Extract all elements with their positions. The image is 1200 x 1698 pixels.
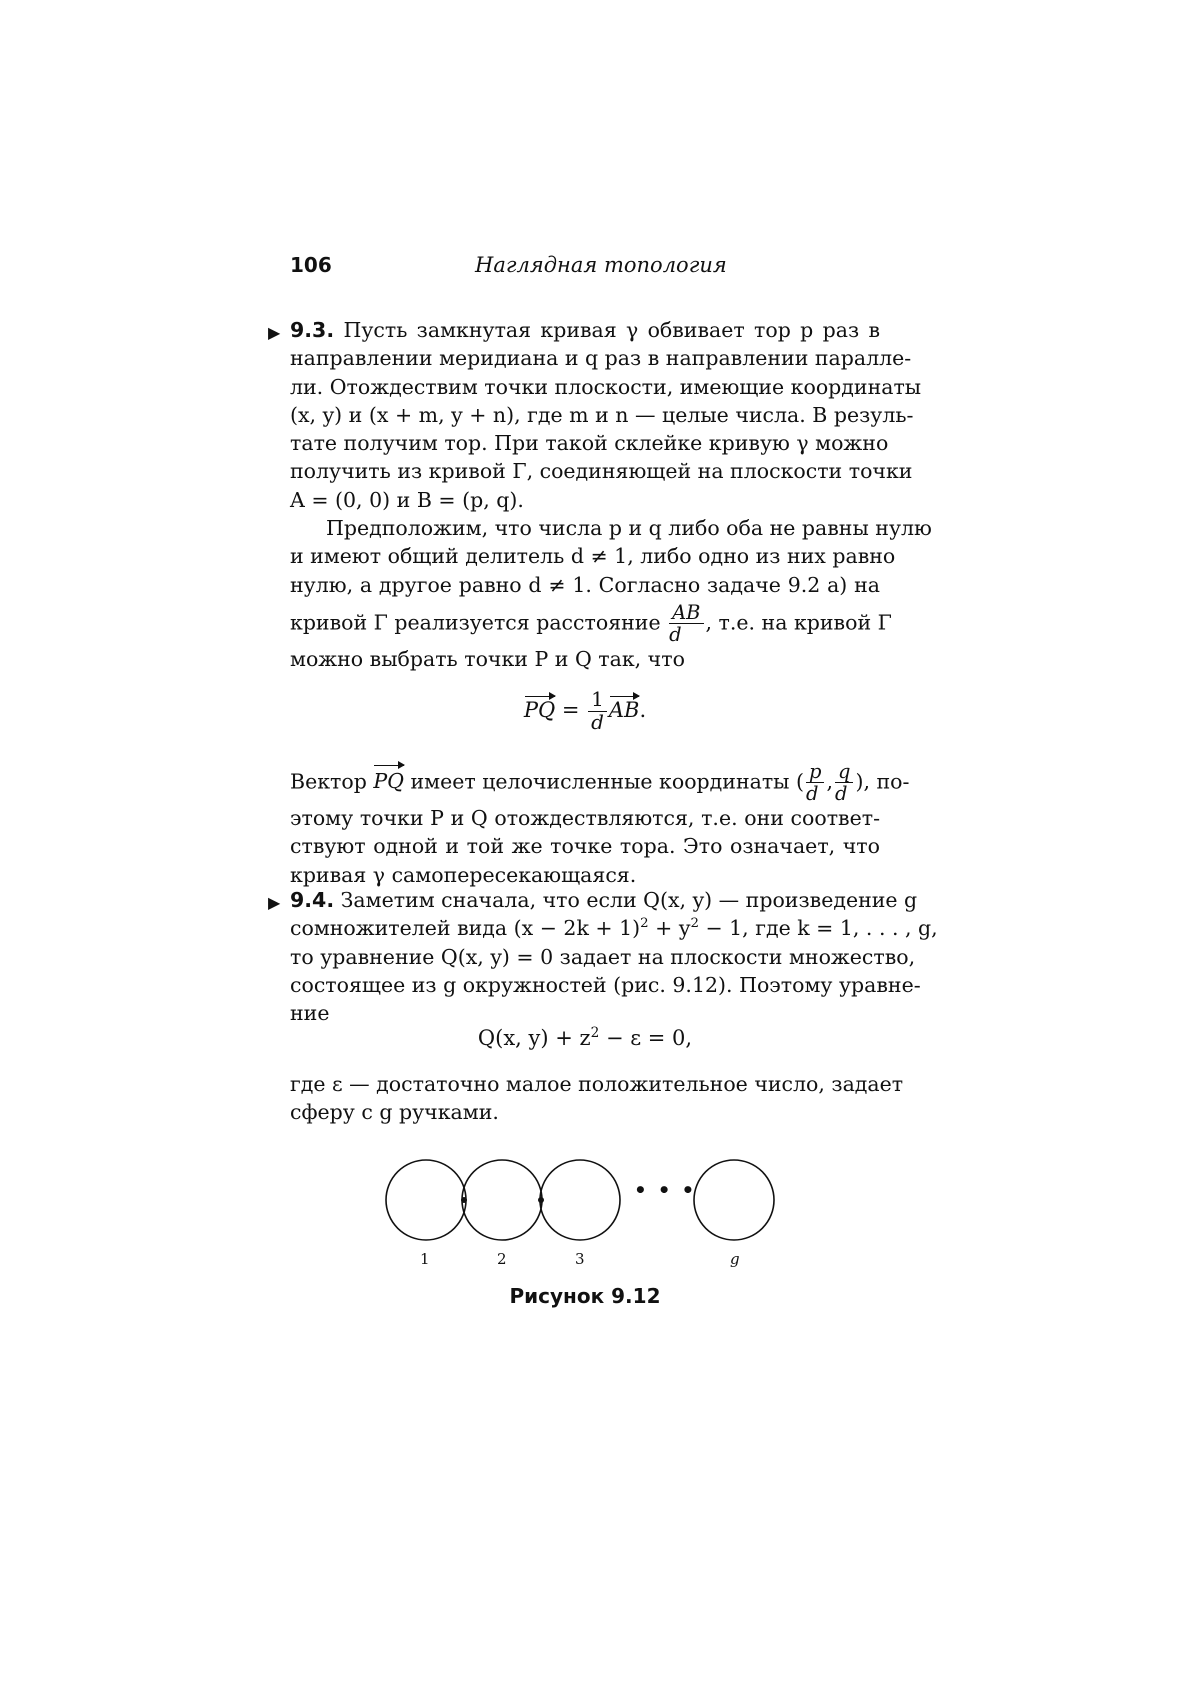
problem-9-3-paragraph-1 — [290, 316, 922, 514]
equation-part: − ε = 0, — [599, 1026, 693, 1050]
vector-ab: AB — [609, 694, 640, 722]
problem-number: 9.3. — [290, 318, 335, 342]
circle-label-1: 1 — [420, 1250, 430, 1268]
equals-sign: = — [561, 697, 580, 722]
problem-9-3-paragraph-3 — [290, 760, 910, 889]
fraction-1-over-d — [588, 687, 607, 734]
text-line: (x, y) и (x + m, y + n), где m и n — целые числа. В резуль- — [290, 402, 914, 427]
problem-number: 9.4. — [290, 888, 335, 912]
tangent-point-2-3 — [538, 1197, 544, 1203]
fraction-numerator: 1 — [588, 690, 607, 712]
superscript: 2 — [640, 916, 649, 932]
text-span: Вектор — [290, 769, 367, 794]
text-line: кривая γ самопересекающаяся. — [290, 862, 637, 887]
figure-caption: Рисунок 9.12 — [509, 1284, 661, 1308]
problem-9-4-paragraph-1 — [290, 886, 938, 1027]
text-line: этому точки P и Q отождествляются, т.е. они соответ- — [290, 805, 880, 830]
fraction-denominator: d — [591, 709, 604, 734]
text-span: − 1, где k = 1, . . . , g, — [698, 916, 938, 941]
period: . — [639, 697, 647, 722]
equation-pq — [290, 687, 880, 734]
fraction-numerator: AB — [669, 603, 703, 624]
circle-label-2: 2 — [497, 1250, 507, 1268]
text-span: имеет целочисленные координаты ( — [410, 769, 805, 794]
running-head — [290, 253, 890, 283]
superscript: 2 — [690, 916, 699, 932]
text-line: и имеют общий делитель d ≠ 1, либо одно из них равно — [290, 544, 896, 569]
text-line: ствуют одной и той же точке тора. Это означает, что — [290, 834, 880, 859]
equation-handles — [290, 1026, 880, 1050]
text-line: A = (0, 0) и B = (p, q). — [290, 487, 524, 512]
comma: , — [826, 769, 834, 794]
text-line: ние — [290, 1001, 330, 1026]
text-line-with-fractions — [290, 760, 910, 806]
text-line: можно выбрать точки P и Q так, что — [290, 646, 685, 671]
problem-9-3-paragraph-2 — [290, 514, 932, 673]
text-line: Предположим, что числа p и q либо оба не равны нулю — [326, 516, 932, 540]
circle-1 — [386, 1160, 466, 1240]
fraction-ab-over-d — [669, 600, 703, 647]
text-span: сомножителей вида (x − 2k + 1) — [290, 916, 641, 941]
vector-pq: PQ — [524, 694, 555, 722]
text-span: + y — [648, 916, 691, 941]
circle-label-g: g — [730, 1250, 740, 1268]
text-line: направлении меридиана и q раз в направлении паралле- — [290, 346, 912, 371]
text-line: Заметим сначала, что если Q(x, y) — произведение g — [340, 888, 918, 912]
circle-2 — [462, 1160, 542, 1240]
text-line: Пусть замкнутая кривая γ обвивает тор p раз в — [343, 318, 880, 342]
figure-9-12-circles — [370, 1150, 790, 1260]
fraction-numerator: p — [806, 762, 824, 783]
equation-part: Q(x, y) + z — [477, 1026, 591, 1050]
fraction-denominator: d — [835, 782, 848, 806]
text-line: сферу с g ручками. — [290, 1100, 499, 1125]
text-line: ли. Отождествим точки плоскости, имеющие координаты — [290, 374, 922, 399]
text-span: , т.е. на кривой Γ — [705, 610, 892, 635]
text-line-with-superscripts — [290, 914, 938, 942]
fraction-p-over-d — [806, 762, 824, 804]
text-line: получить из кривой Γ, соединяющей на плоскости точки — [290, 459, 913, 484]
text-span: кривой Γ реализуется расстояние — [290, 610, 661, 635]
text-line: тате получим тор. При такой склейке кривую γ можно — [290, 431, 889, 456]
problem-9-4-paragraph-2 — [290, 1070, 904, 1127]
superscript: 2 — [590, 1025, 600, 1041]
tangent-point-1-2 — [461, 1197, 467, 1203]
text-span: ), по- — [855, 769, 910, 794]
text-line: где ε — достаточно малое положительное число, задает — [290, 1072, 904, 1096]
circle-3 — [540, 1160, 620, 1240]
vector-pq: PQ — [373, 763, 404, 795]
fraction-q-over-d — [835, 762, 853, 804]
fraction-numerator: q — [835, 762, 853, 783]
problem-9-3-marker-icon: ▶ — [268, 323, 281, 342]
book-title: Наглядная топология — [475, 253, 727, 277]
page-number: 106 — [290, 253, 332, 277]
ellipsis-dots-icon: • • • — [634, 1178, 697, 1202]
text-line: то уравнение Q(x, y) = 0 задает на плоскости множество, — [290, 944, 916, 969]
text-line: состоящее из g окружностей (рис. 9.12). Поэтому уравне- — [290, 972, 921, 997]
problem-9-4-marker-icon: ▶ — [268, 893, 281, 912]
fraction-denominator: d — [806, 782, 819, 806]
circle-g — [694, 1160, 774, 1240]
text-line: нулю, а другое равно d ≠ 1. Согласно задаче 9.2 а) на — [290, 572, 880, 597]
fraction-denominator: d — [669, 623, 682, 647]
circle-label-3: 3 — [575, 1250, 585, 1268]
text-line-with-fraction — [290, 600, 892, 647]
